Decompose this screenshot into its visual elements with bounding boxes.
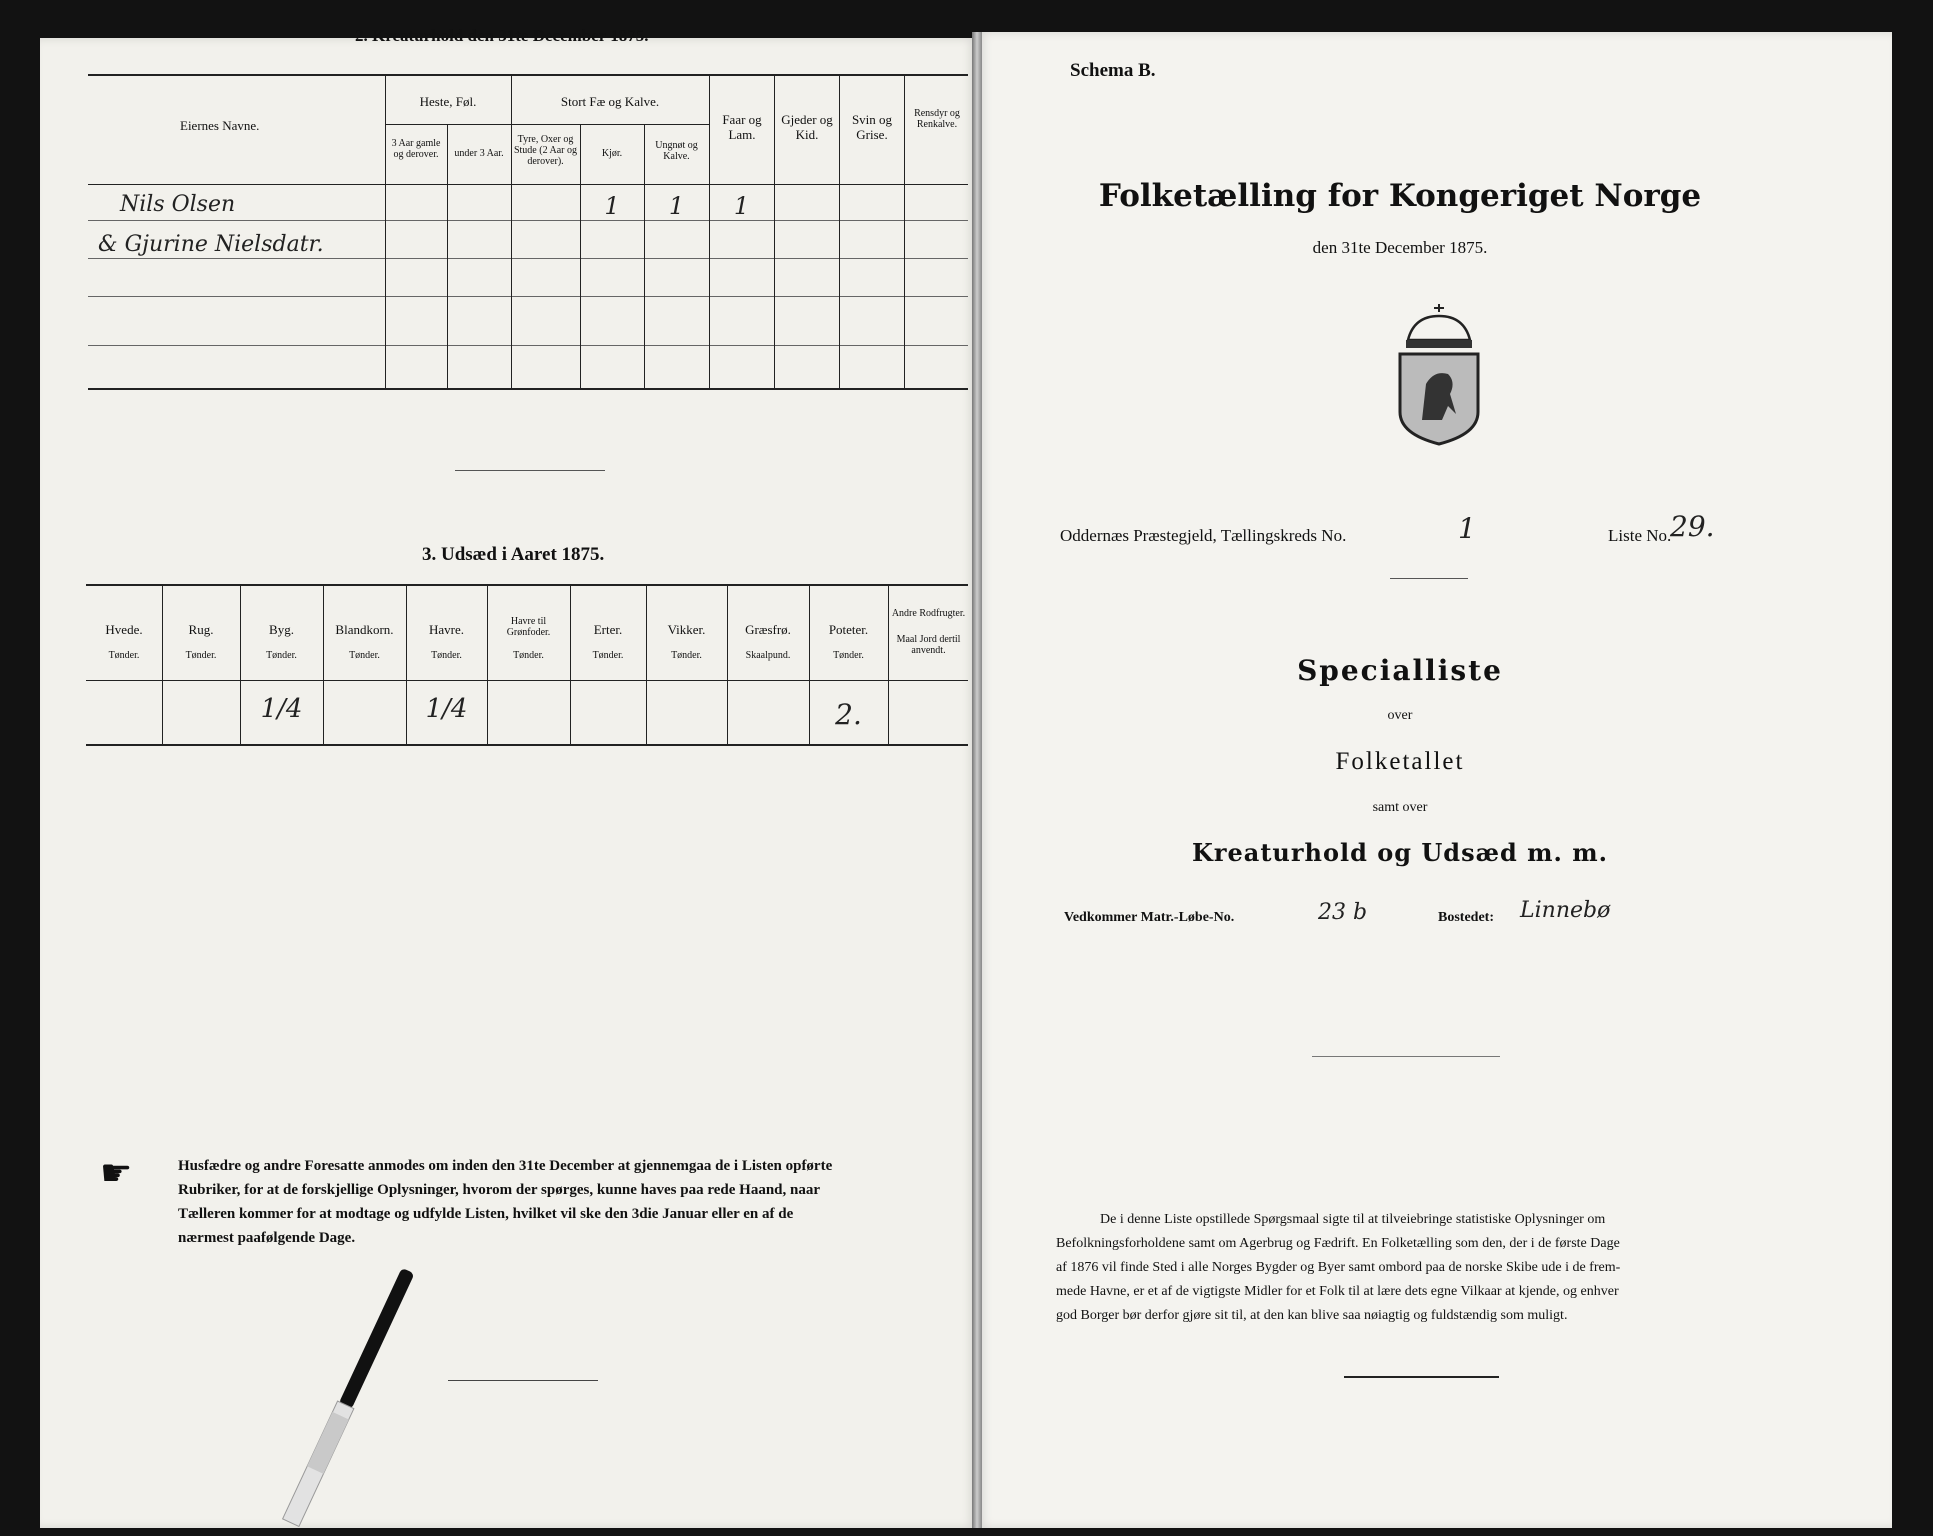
seed-header-5: Havre. — [428, 622, 464, 637]
header-reindeer: Rensdyr og Renkalve. — [914, 108, 960, 130]
table-col — [904, 75, 905, 388]
table-rule — [385, 124, 511, 125]
header-owner: Eiernes Navne. — [180, 118, 260, 133]
info-line-5: god Borger bør derfor gjøre sit til, at den kan blive saa nøiagtig og fuldstændig som muligt. — [1056, 1308, 1568, 1323]
notice-line-1: Husfædre og andre Foresatte anmodes om inden den 31te December at gjennemgaa de i Listen opførte — [178, 1158, 833, 1174]
seed-header-3: Byg. — [269, 622, 294, 637]
info-line-4: mede Havne, er et af de vigtigste Midler for et Folk til at lære dets egne Vilkaar at kjende, og enhver — [1056, 1284, 1619, 1299]
seed-value-oats: 1/4 — [425, 694, 468, 724]
table-col — [162, 585, 163, 745]
document-date: den 31te December 1875. — [1312, 238, 1488, 257]
seed-unit-8: Tønder. — [671, 650, 702, 661]
sheep-count: 1 — [733, 192, 750, 220]
separator-line — [455, 470, 605, 471]
header-cattle-cows: Kjør. — [601, 148, 623, 159]
seed-header-2: Rug. — [188, 622, 214, 637]
matr-label: Vedkommer Matr.-Løbe-No. — [1064, 910, 1235, 925]
seed-unit-9: Skaalpund. — [745, 650, 791, 661]
notice-line-2: Rubriker, for at de forskjellige Oplysninger, hvorom der spørges, kunne haves paa rede Haand, naar — [178, 1182, 820, 1198]
table-col — [323, 585, 324, 745]
over-text-1: over — [1387, 708, 1413, 723]
samt-over-text: samt over — [1372, 800, 1428, 815]
header-horses-old: 3 Aar gamle og derover. — [391, 138, 441, 160]
table-col — [570, 585, 571, 745]
seed-unit-10: Tønder. — [833, 650, 864, 661]
separator-line — [1312, 1056, 1500, 1057]
book-spine — [972, 32, 982, 1528]
bosted-value: Linnebø — [1520, 898, 1611, 923]
header-pigs: Svin og Grise. — [851, 112, 893, 142]
section2-title: 2. Kreaturhold den 31te December 1875. — [355, 26, 649, 45]
table-rule — [88, 220, 968, 221]
parish-label: Oddernæs Præstegjeld, Tællingskreds No. — [1060, 526, 1347, 545]
owner-name-1: Nils Olsen — [120, 192, 236, 217]
header-horses: Heste, Føl. — [419, 94, 477, 109]
seed-header-10: Poteter. — [828, 622, 869, 637]
table-col — [774, 75, 775, 388]
table-rule — [88, 345, 968, 346]
table-rule — [86, 680, 968, 681]
table-rule — [88, 296, 968, 297]
table-col — [511, 75, 512, 388]
table-rule — [88, 388, 968, 390]
separator-line — [1344, 1376, 1499, 1378]
seed-unit-6: Tønder. — [513, 650, 544, 661]
info-line-3: af 1876 vil finde Sted i alle Norges Bygder og Byer samt ombord paa de norske Skibe ude i de frem- — [1056, 1260, 1621, 1275]
seed-header-7: Erter. — [593, 622, 623, 637]
table-col — [447, 124, 448, 388]
pen-icon — [250, 1258, 450, 1536]
info-line-2: Befolkningsforholdene samt om Agerbrug og Fædrift. En Folketælling som den, der i de første Dage — [1056, 1236, 1620, 1251]
table-rule — [86, 744, 968, 746]
seed-unit-7: Tønder. — [592, 650, 624, 661]
young-cattle-count: 1 — [668, 192, 685, 220]
table-col — [487, 585, 488, 745]
list-label: Liste No. — [1608, 526, 1672, 545]
seed-unit-4: Tønder. — [349, 650, 380, 661]
seed-header-9: Græsfrø. — [745, 622, 791, 637]
kreaturhold-heading: Kreaturhold og Udsæd m. m. — [1192, 838, 1608, 867]
seed-header-11: Andre Rodfrugter. — [891, 608, 966, 619]
info-line-1: De i denne Liste opstillede Spørgsmaal sigte til at tilveiebringe statistiske Oplysninger om — [1100, 1212, 1606, 1227]
document-title: Folketælling for Kongeriget Norge — [1098, 178, 1702, 214]
seed-header-1: Hvede. — [105, 622, 143, 637]
table-rule — [88, 184, 968, 185]
folketallet-heading: Folketallet — [1335, 748, 1465, 775]
header-horses-young: under 3 Aar. — [454, 148, 504, 159]
seed-unit-1: Tønder. — [108, 650, 140, 661]
seed-header-4: Blandkorn. — [335, 622, 394, 637]
table-rule — [88, 74, 968, 76]
separator-line — [1390, 578, 1468, 579]
notice-line-3: Tælleren kommer for at modtage og udfylde Listen, hvilket vil ske den 3die Januar eller en af de — [178, 1206, 794, 1222]
pointing-hand-icon: ☛ — [100, 1153, 133, 1193]
header-cattle-young: Ungnøt og Kalve. — [655, 140, 698, 162]
seed-value-barley: 1/4 — [260, 694, 303, 724]
specialliste-heading: Specialliste — [1297, 654, 1503, 687]
table-rule — [86, 584, 968, 586]
list-number: 29. — [1670, 510, 1715, 543]
cows-count: 1 — [604, 192, 620, 220]
table-col — [580, 124, 581, 388]
seed-unit-11: Maal Jord dertil anvendt. — [896, 634, 961, 656]
separator-line — [448, 1380, 598, 1381]
seed-value-potatoes: 2. — [835, 698, 862, 731]
left-page — [40, 38, 977, 1528]
schema-label: Schema B. — [1070, 60, 1156, 81]
bosted-label: Bostedet: — [1438, 910, 1494, 925]
seed-unit-5: Tønder. — [431, 650, 462, 661]
seed-unit-3: Tønder. — [266, 650, 297, 661]
seed-unit-2: Tønder. — [185, 650, 217, 661]
header-cattle-bulls: Tyre, Oxer og Stude (2 Aar og derover). — [513, 134, 578, 167]
district-number: 1 — [1458, 512, 1476, 545]
table-col — [644, 124, 645, 388]
seed-header-8: Vikker. — [667, 622, 706, 637]
table-col — [709, 75, 710, 388]
header-goats: Gjeder og Kid. — [781, 112, 833, 142]
header-cattle: Stort Fæ og Kalve. — [560, 94, 660, 109]
header-sheep: Faar og Lam. — [722, 112, 762, 142]
matr-number: 23 b — [1318, 900, 1368, 925]
table-col — [646, 585, 647, 745]
table-col — [727, 585, 728, 745]
table-col — [385, 75, 386, 388]
table-col — [839, 75, 840, 388]
section3-title: 3. Udsæd i Aaret 1875. — [422, 544, 605, 565]
table-rule — [88, 258, 968, 259]
seed-header-6: Havre til Grønfoder. — [506, 616, 551, 638]
coat-of-arms-icon — [1394, 302, 1484, 448]
table-rule — [511, 124, 709, 125]
notice-line-4: nærmest paafølgende Dage. — [178, 1230, 356, 1246]
owner-name-2: & Gjurine Nielsdatr. — [98, 232, 324, 257]
